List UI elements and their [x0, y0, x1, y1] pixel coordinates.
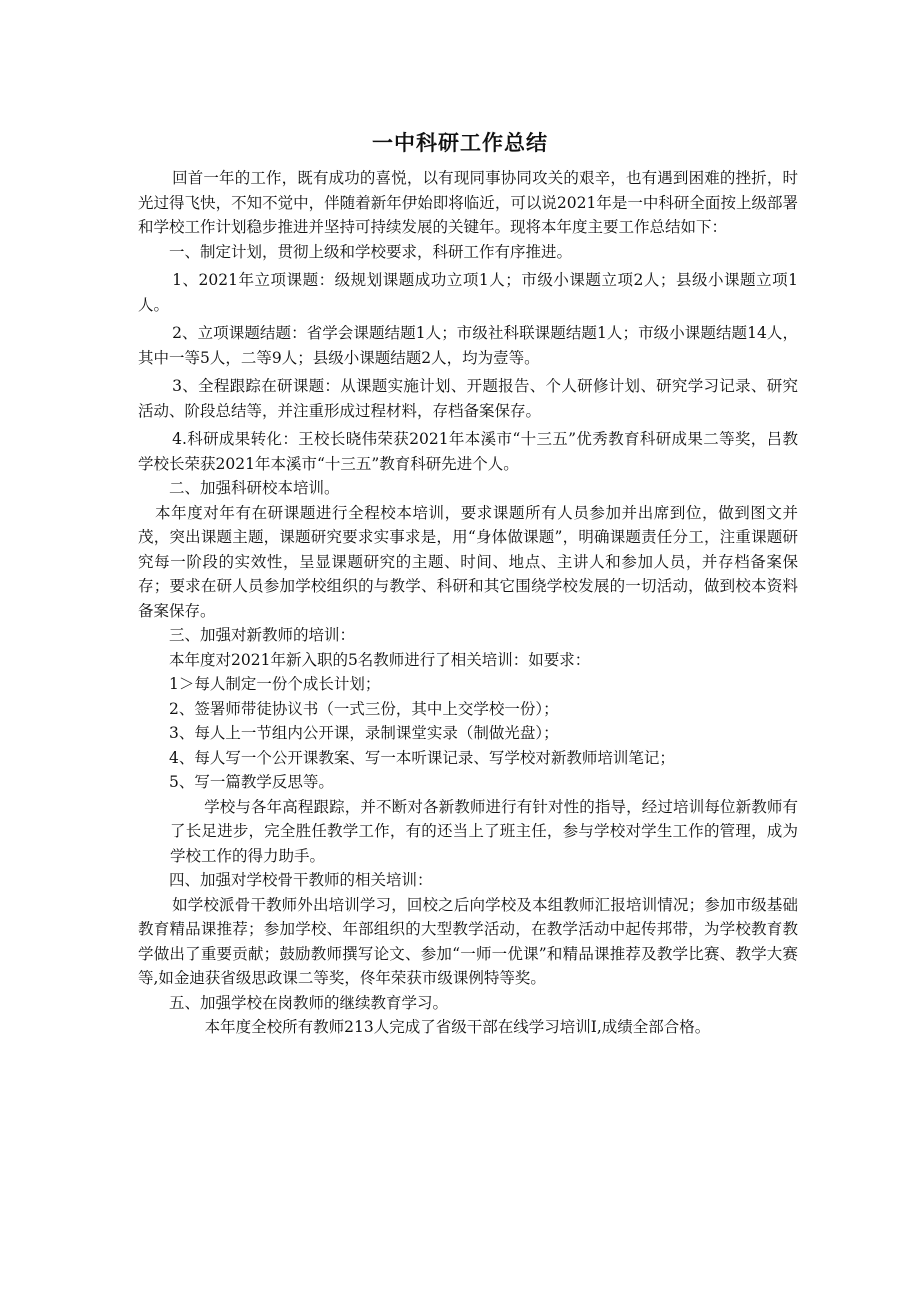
section3-heading: 三、加强对新教师的培训： — [169, 626, 356, 644]
section5-body: 本年度全校所有教师213人完成了省级干部在线学习培训I,成绩全部合格。 — [204, 1018, 711, 1036]
intro-paragraph: 回首一年的工作，既有成功的喜悦，以有现同事协同攻关的艰辛，也有遇到困难的挫折，时光过得飞快，不知不觉中，伴随着新年伊始即将临近，可以说2021年是一中科研全面按上级部署和学校工作计划稳步推进并坚持可持续发展的关键年。现将本年度主要工作总结如下： — [138, 169, 798, 236]
section3-lead: 本年度对2021年新入职的5名教师进行了相关培训：如要求： — [169, 650, 591, 669]
document-title: 一中科研工作总结 — [372, 131, 548, 155]
section3-item-1: 1＞每人制定一份个成长计划； — [169, 675, 381, 693]
section3-item-4: 4、每人写一个公开课教案、写一本听课记录、写学校对新教师培训笔记； — [169, 748, 675, 767]
section3-item-3: 3、每人上一节组内公开课，录制课堂实录（制做光盘）； — [169, 724, 559, 742]
section4-heading: 四、加强对学校骨干教师的相关培训： — [169, 871, 433, 889]
section3-item-5: 5、写一篇教学反思等。 — [169, 773, 334, 791]
section1-item-4: 4.科研成果转化：王校长晓伟荣获2021年本溪市“十三五”优秀教育科研成果二等奖，吕教学校长荣获2021年本溪市“十三五”教育科研先进个人。 — [138, 430, 798, 473]
section1-item-2: 2、立项课题结题：省学会课题结题1人；市级社科联课题结题1人；市级小课题结题14人，其中一等5人，二等9人；县级小课题结题2人，均为壹等。 — [138, 324, 798, 367]
section3-item-2: 2、签署师带徒协议书（一式三份，其中上交学校一份）； — [169, 699, 559, 718]
section2-heading: 二、加强科研校本培训。 — [169, 479, 340, 497]
section5-heading: 五、加强学校在岗教师的继续教育学习。 — [169, 993, 449, 1012]
section3-summary: 学校与各年高程跟踪，并不断对各新教师进行有针对性的指导，经过培训每位新教师有了长足进步，完全胜任教学工作，有的还当上了班主任，参与学校对学生工作的管理，成为学校工作的得力助手。 — [170, 797, 798, 865]
section1-heading: 一、制定计划，贯彻上级和学校要求，科研工作有序推进。 — [169, 242, 573, 261]
section2-body: 本年度对年有在研课题进行全程校本培训，要求课题所有人员参加并出席到位，做到图文并茂，突出课题主题，课题研究要求实事求是，用“身体做课题”，明确课题责任分工，注重课题研究每一阶段的实效性，呈显课题研究的主题、时间、地点、主讲人和参加人员，并存档备案保存；要求在研人员参加学校组织的与教学、科研和其它围绕学校发展的一切活动，做到校本资料备案保存。 — [138, 503, 798, 620]
section1-item-3: 3、全程跟踪在研课题：从课题实施计划、开题报告、个人研修计划、研究学习记录、研究活动、阶段总结等，并注重形成过程材料，存档备案保存。 — [138, 377, 798, 420]
section4-body: 如学校派骨干教师外出培训学习，回校之后向学校及本组教师汇报培训情况；参加市级基础教育精品课推荐；参加学校、年部组织的大型教学活动，在教学活动中起传邦带，为学校教育教学做出了重要贡献；鼓励教师撰写论文、参加“一师一优课”和精品课推荐及教学比赛、教学大赛等,如金迪获省级思政课二等奖，佟年荣获市级课例特等奖。 — [138, 895, 798, 987]
section1-item-1: 1、2021年立项课题：级规划课题成功立项1人；市级小课题立项2人；县级小课题立项1人。 — [138, 271, 798, 314]
document-body — [138, 166, 798, 1040]
section3-summary-block — [138, 795, 798, 869]
